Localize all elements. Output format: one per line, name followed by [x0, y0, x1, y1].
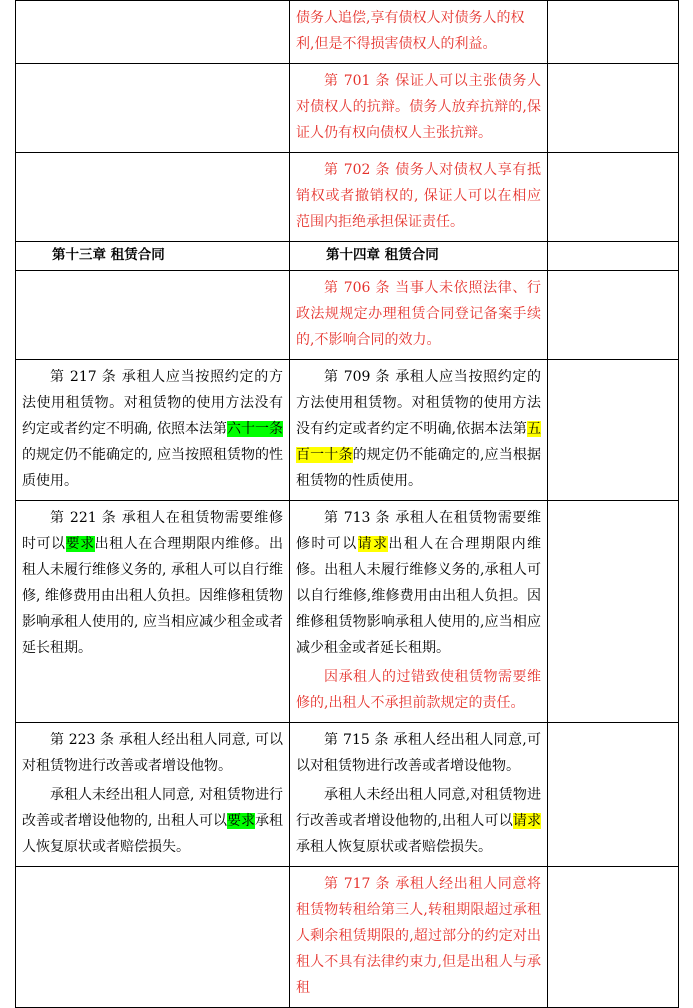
old-text-part: 承租人恢复原状或者赔偿损失。: [22, 813, 284, 855]
note-cell: [548, 242, 679, 271]
new-article-text: 第 715 条 承租人经出租人同意,可以对租赁物进行改善或者增设他物。: [296, 732, 541, 774]
new-article-text: 第 701 条 保证人可以主张债务人对债权人的抗辩。债务人放弃抗辩的,保证人仍有权向债权人主张抗辩。: [296, 73, 541, 141]
table-row: [16, 153, 679, 242]
old-article-text: [22, 505, 283, 661]
old-cell: [16, 153, 290, 242]
new-article-text: 第 702 条 债务人对债权人享有抵销权或者撤销权的, 保证人可以在相应范围内拒绝承担保证责任。: [296, 162, 541, 230]
new-article-text: 第 717 条 承租人经出租人同意将租赁物转租给第三人,转租期限超过承租人剩余租赁期限的,超过部分的约定对出租人不具有法律约束力,但是出租人与承租: [296, 876, 541, 996]
note-cell: [548, 501, 679, 723]
old-text-part: 第 217 条 承租人应当按照约定的方法使用租赁物。对租赁物的使用方法没有约定或者约定不明确, 依照本法第: [22, 369, 283, 437]
table-row: [16, 360, 679, 501]
new-cell: [290, 64, 548, 153]
new-chapter-heading: 第十四章 租赁合同: [326, 247, 439, 263]
new-text-part: 第 713 条 承租人在租赁物需要维修时可以: [296, 510, 541, 552]
old-text-part: 出租人在合理期限内维修。出租人未履行维修义务的, 承租人可以自行维修, 维修费用由出租人负担。因维修租赁物影响承租人使用的, 应当相应减少租金或者延长租期。: [22, 536, 284, 656]
new-article-text: 第 706 条 当事人未依照法律、行政法规规定办理租赁合同登记备案手续的,不影响合同的效力。: [296, 280, 541, 348]
old-article-text: [22, 782, 283, 860]
new-cell: [290, 1, 548, 64]
note-cell: [548, 153, 679, 242]
new-article-text: [296, 505, 541, 661]
comparison-table: [15, 0, 679, 1008]
old-cell: [16, 723, 290, 867]
old-chapter-cell: [16, 242, 290, 271]
new-text-part: 承租人未经出租人同意,对租赁物进行改善或者增设他物的,出租人可以: [296, 787, 541, 829]
old-chapter-heading: 第十三章 租赁合同: [52, 247, 165, 263]
old-cell: [16, 360, 290, 501]
note-cell: [548, 1, 679, 64]
table-row: [16, 271, 679, 360]
old-text-part: 的规定仍不能确定的, 应当按照租赁物的性质使用。: [22, 447, 283, 489]
new-cell: [290, 867, 548, 1008]
note-cell: [548, 867, 679, 1008]
note-cell: [548, 271, 679, 360]
old-highlight: 要求: [65, 536, 95, 552]
new-article-text: [296, 364, 541, 494]
new-article-text: [296, 782, 541, 860]
note-cell: [548, 723, 679, 867]
new-added-paragraph: 因承租人的过错致使租赁物需要维修的,出租人不承担前款规定的责任。: [296, 669, 541, 711]
old-text-part: 承租人未经出租人同意, 对租赁物进行改善或者增设他物的, 出租人可以: [22, 787, 283, 829]
table-row: [16, 1, 679, 64]
new-cell: [290, 271, 548, 360]
new-text-part: 的规定仍不能确定的,应当根据租赁物的性质使用。: [296, 447, 542, 489]
note-cell: [548, 64, 679, 153]
table-row: [16, 723, 679, 867]
old-cell: [16, 501, 290, 723]
old-article-text: 第 223 条 承租人经出租人同意, 可以对租赁物进行改善或者增设他物。: [22, 732, 283, 774]
new-cell: [290, 723, 548, 867]
old-cell: [16, 1, 290, 64]
table-row: [16, 501, 679, 723]
chapter-row: [16, 242, 679, 271]
new-article-text: 债务人追偿,享有债权人对债务人的权利,但是不得损害债权人的利益。: [296, 10, 525, 52]
old-highlight: 六十一条: [226, 421, 283, 437]
new-text-part: 承租人恢复原状或者赔偿损失。: [296, 839, 492, 855]
new-text-part: 第 709 条 承租人应当按照约定的方法使用租赁物。对租赁物的使用方法没有约定或者约定不明确,依据本法第: [296, 369, 541, 437]
old-cell: [16, 64, 290, 153]
new-highlight: 请求: [512, 813, 542, 829]
new-highlight: 五百一十条: [296, 421, 541, 463]
old-text-part: 第 221 条 承租人在租赁物需要维修时可以: [22, 510, 283, 552]
old-cell: [16, 867, 290, 1008]
new-chapter-cell: [290, 242, 548, 271]
note-cell: [548, 360, 679, 501]
new-cell: [290, 501, 548, 723]
new-cell: [290, 360, 548, 501]
new-highlight: 请求: [357, 536, 389, 552]
old-article-text: [22, 364, 283, 494]
new-cell: [290, 153, 548, 242]
new-text-part: 出租人在合理期限内维修。出租人未履行维修义务的,承租人可以自行维修,维修费用由出租人负担。因维修租赁物影响承租人使用的,应当相应减少租金或者延长租期。: [296, 536, 542, 656]
table-row: [16, 867, 679, 1008]
old-highlight: 要求: [226, 813, 255, 829]
table-row: [16, 64, 679, 153]
old-cell: [16, 271, 290, 360]
